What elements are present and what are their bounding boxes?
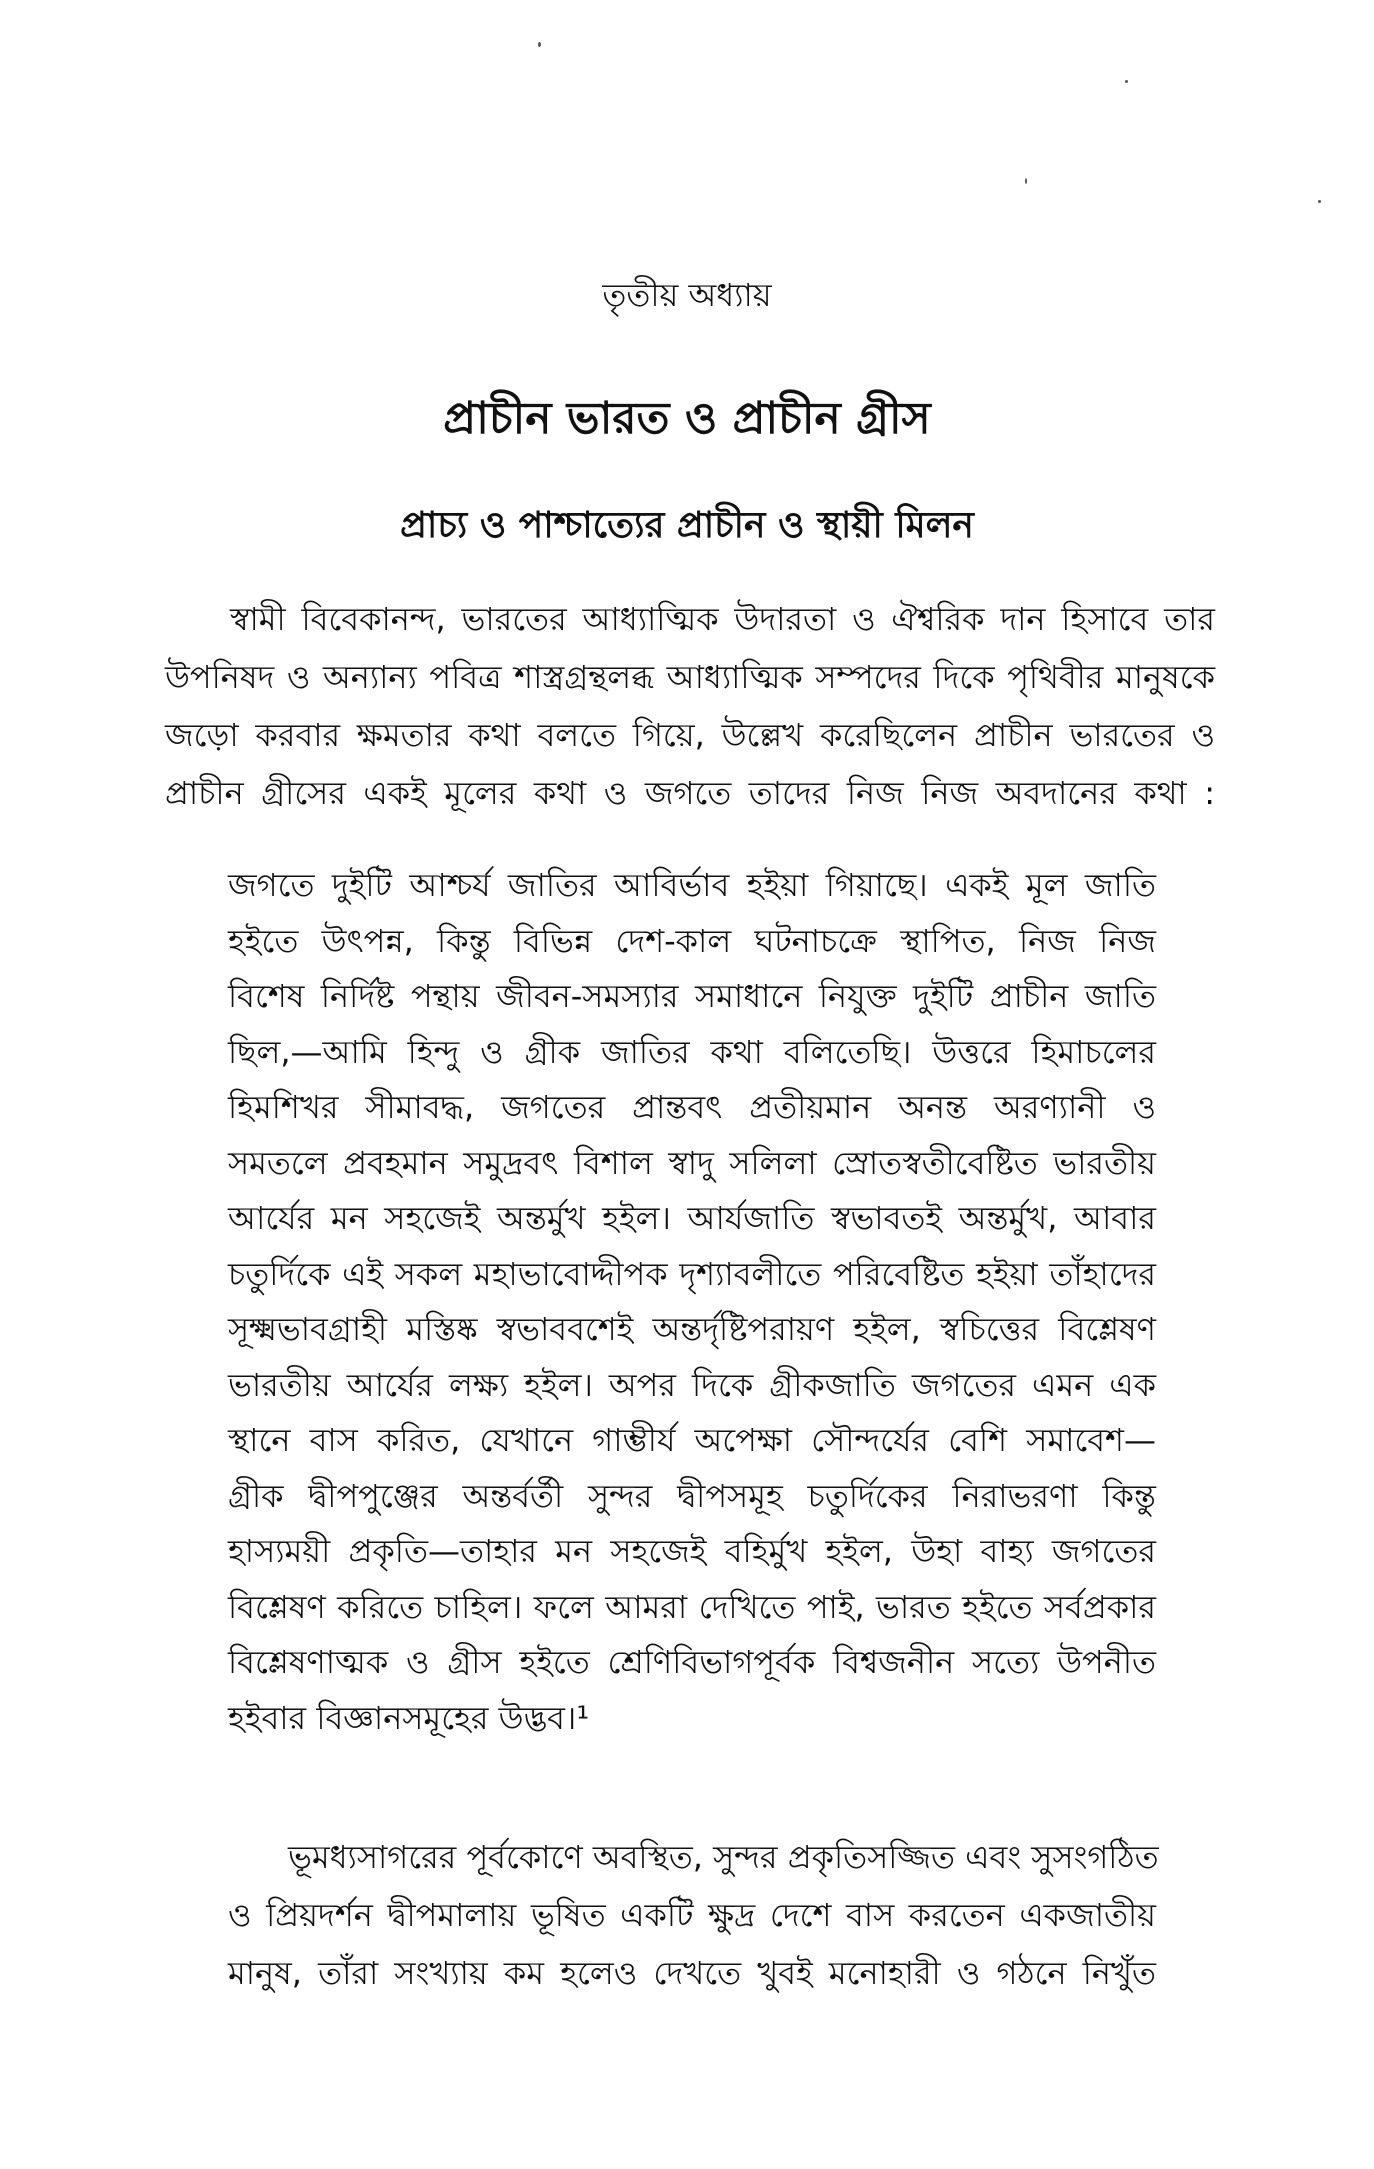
quote-line: আর্যের মন সহজেই অন্তর্মুখ হইল। আর্যজাতি স্বভাবতই অন্তর্মুখ, আবার [228, 1199, 1156, 1237]
quote-line: হইতে উৎপন্ন, কিন্তু বিভিন্ন দেশ-কাল ঘটনাচক্রে স্থাপিত, নিজ নিজ [228, 921, 1156, 960]
quote-line: ভারতীয় আর্যের লক্ষ্য হইল। অপর দিকে গ্রীকজাতি জগতের এমন এক [228, 1365, 1156, 1404]
text-line: জড়ো করবার ক্ষমতার কথা বলতে গিয়ে, উল্লেখ করেছিলেন প্রাচীন ভারতের ও [165, 716, 1215, 754]
quote-line: বিশেষ নির্দিষ্ট পন্থায় জীবন-সমস্যার সমাধানে নিযুক্ত দুইটি প্রাচীন জাতি [228, 977, 1156, 1015]
quote-line: সূক্ষ্মভাবগ্রাহী মস্তিষ্ক স্বভাববশেই অন্তর্দৃষ্টিপরায়ণ হইল, স্বচিত্তের বিশ্লেষণ [228, 1310, 1156, 1348]
quote-line: সমতলে প্রবহমান সমুদ্রবৎ বিশাল স্বাদু সলিলা স্রোতস্বতীবেষ্টিত ভারতীয় [228, 1143, 1156, 1182]
scan-speck [1025, 178, 1027, 184]
quote-line: জগতে দুইটি আশ্চর্য জাতির আবির্ভাব হইয়া গিয়াছে। একই মূল জাতি [228, 866, 1156, 904]
quote-line: হিমশিখর সীমাবদ্ধ, জগতের প্রান্তবৎ প্রতীয়মান অনন্ত অরণ্যানী ও [228, 1088, 1156, 1126]
quote-line: বিশ্লেষণাত্মক ও গ্রীস হইতে শ্রেণিবিভাগপূর্বক বিশ্বজনীন সত্যে উপনীত [228, 1643, 1156, 1681]
scan-speck [538, 42, 541, 47]
chapter-label: তৃতীয় অধ্যায় [602, 276, 772, 314]
closing-paragraph [228, 1828, 1159, 2002]
page-title: প্রাচীন ভারত ও প্রাচীন গ্রীস [443, 393, 931, 444]
text-line: উপনিষদ ও অন্যান্য পবিত্র শাস্ত্রগ্রন্থলব্ধ আধ্যাত্মিক সম্পদের দিকে পৃথিবীর মানুষকে [165, 658, 1215, 696]
scan-speck [1318, 200, 1321, 203]
quote-line: হাস্যময়ী প্রকৃতি—তাহার মন সহজেই বহির্মুখ হইল, উহা বাহ্য জগতের [228, 1532, 1156, 1570]
scan-speck [1125, 80, 1128, 83]
quote-line: স্থানে বাস করিত, যেখানে গাম্ভীর্য অপেক্ষা সৌন্দর্যের বেশি সমাবেশ— [228, 1421, 1156, 1459]
text-line: প্রাচীন গ্রীসের একই মূলের কথা ও জগতে তাদের নিজ নিজ অবদানের কথা : [165, 774, 1215, 812]
quote-line: হইবার বিজ্ঞানসমূহের উদ্ভব।¹ [228, 1698, 590, 1737]
quote-line: ছিল,—আমি হিন্দু ও গ্রীক জাতির কথা বলিতেছি। উত্তরে হিমাচলের [228, 1032, 1156, 1071]
quote-line: বিশ্লেষণ করিতে চাহিল। ফলে আমরা দেখিতে পাই, ভারত হইতে সর্বপ্রকার [228, 1587, 1156, 1626]
intro-paragraph [165, 590, 1215, 822]
text-line: ও প্রিয়দর্শন দ্বীপমালায় ভূষিত একটি ক্ষুদ্র দেশে বাস করতেন একজাতীয় [228, 1896, 1156, 1934]
page-subtitle: প্রাচ্য ও পাশ্চাত্যের প্রাচীন ও স্থায়ী মিলন [400, 505, 974, 546]
text-line: স্বামী বিবেকানন্দ, ভারতের আধ্যাত্মিক উদারতা ও ঐশ্বরিক দান হিসাবে তার [230, 600, 1215, 638]
quote-line: গ্রীক দ্বীপপুঞ্জের অন্তর্বর্তী সুন্দর দ্বীপসমূহ চতুর্দিকের নিরাভরণা কিন্তু [228, 1476, 1156, 1515]
quote-line: চতুর্দিকে এই সকল মহাভাবোদ্দীপক দৃশ্যাবলীতে পরিবেষ্টিত হইয়া তাঁহাদের [228, 1254, 1156, 1293]
block-quote [228, 858, 1156, 1746]
text-line: ভূমধ্যসাগরের পূর্বকোণে অবস্থিত, সুন্দর প্রকৃতিসজ্জিত এবং সুসংগঠিত [288, 1838, 1159, 1876]
text-line: মানুষ, তাঁরা সংখ্যায় কম হলেও দেখতে খুবই মনোহারী ও গঠনে নিখুঁত [228, 1954, 1156, 1992]
